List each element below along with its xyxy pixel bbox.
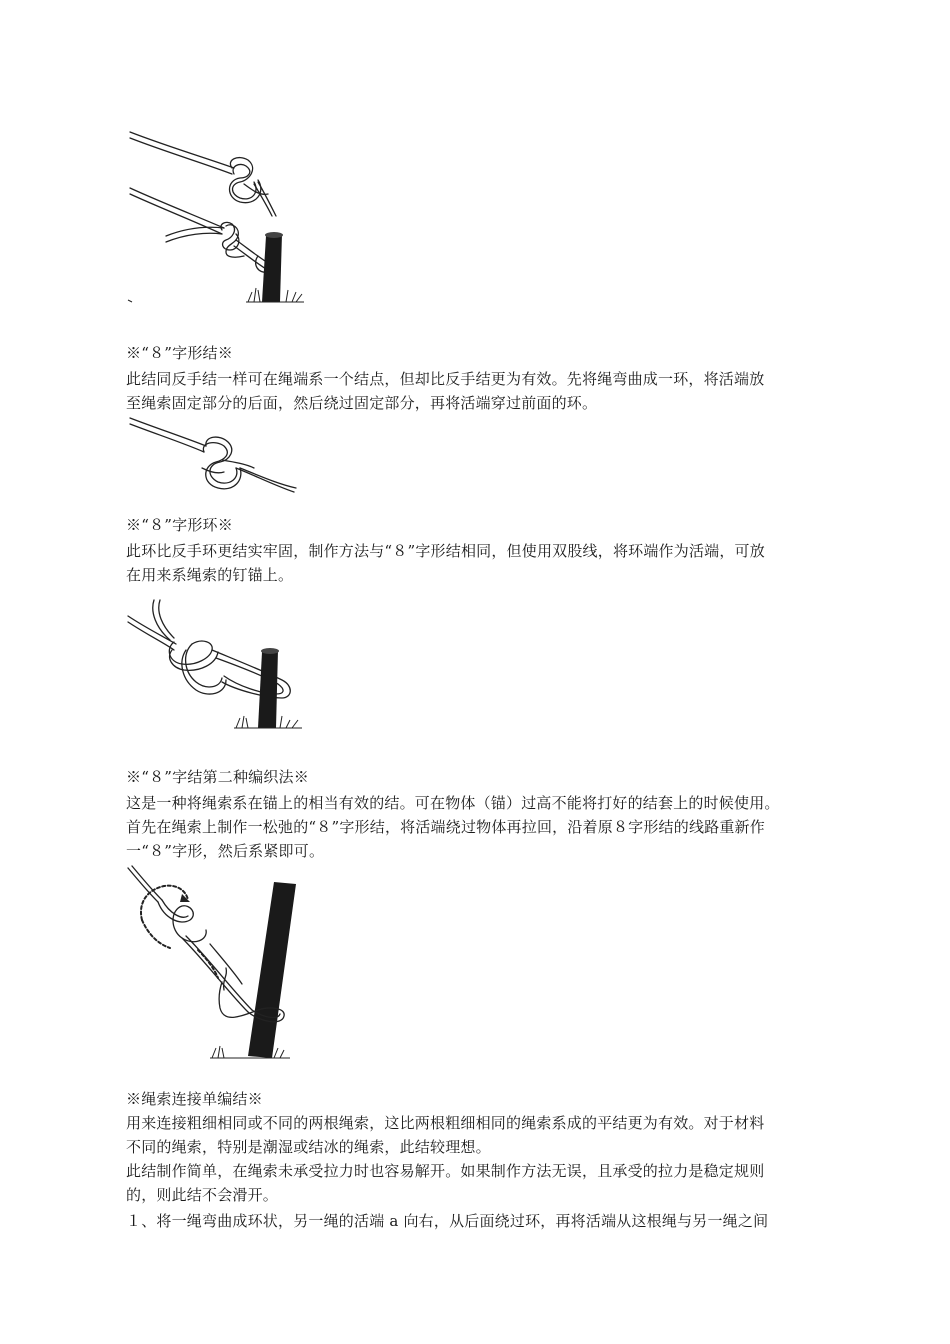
paragraph-line: 一“８”字形，然后系紧即可。	[126, 842, 325, 860]
paragraph-line: 此结制作简单，在绳索未承受拉力时也容易解开。如果制作方法无误，且承受的拉力是稳定规则	[126, 1162, 765, 1180]
section-title: ※“８”字结第二种编织法※	[126, 768, 309, 786]
rope-knot-drawing	[126, 598, 306, 738]
rope-knot-drawing	[126, 414, 302, 498]
rope-knot-drawing	[126, 124, 306, 308]
figure-knot-illustration-1	[126, 124, 306, 308]
paragraph-line: 的，则此结不会滑开。	[126, 1186, 279, 1204]
figure-knot-illustration-3	[126, 598, 306, 738]
paragraph-line: 用来连接粗细相同或不同的两根绳索，这比两根粗细相同的绳索系成的平结更为有效。对于材料	[126, 1114, 765, 1132]
paragraph-line: １、将一绳弯曲成环状，另一绳的活端 a 向右，从后面绕过环，再将活端从这根绳与另一绳之间	[126, 1212, 769, 1230]
paragraph-line: 此结同反手结一样可在绳端系一个结点，但却比反手结更为有效。先将绳弯曲成一环，将活端放	[126, 370, 765, 388]
paragraph-line: 首先在绳索上制作一松弛的“８”字形结，将活端绕过物体再拉回，沿着原８字形结的线路重新作	[126, 818, 765, 836]
figure-knot-illustration-4	[124, 864, 304, 1060]
section-title: ※“８”字形环※	[126, 516, 233, 534]
paragraph-line: 不同的绳索，特别是潮湿或结冰的绳索，此结较理想。	[126, 1138, 491, 1156]
paragraph-line: 这是一种将绳索系在锚上的相当有效的结。可在物体（锚）过高不能将打好的结套上的时候使用。	[126, 794, 780, 812]
section-title: ※“８”字形结※	[126, 344, 233, 362]
section-title: ※绳索连接单编结※	[126, 1090, 263, 1108]
paragraph-line: 此环比反手环更结实牢固，制作方法与“８”字形结相同，但使用双股线，将环端作为活端，可放	[126, 542, 765, 560]
rope-knot-drawing	[124, 864, 304, 1060]
paragraph-line: 在用来系绳索的钉锚上。	[126, 566, 294, 584]
figure-knot-illustration-2	[126, 414, 302, 498]
paragraph-line: 至绳索固定部分的后面，然后绕过固定部分，再将活端穿过前面的环。	[126, 394, 598, 412]
